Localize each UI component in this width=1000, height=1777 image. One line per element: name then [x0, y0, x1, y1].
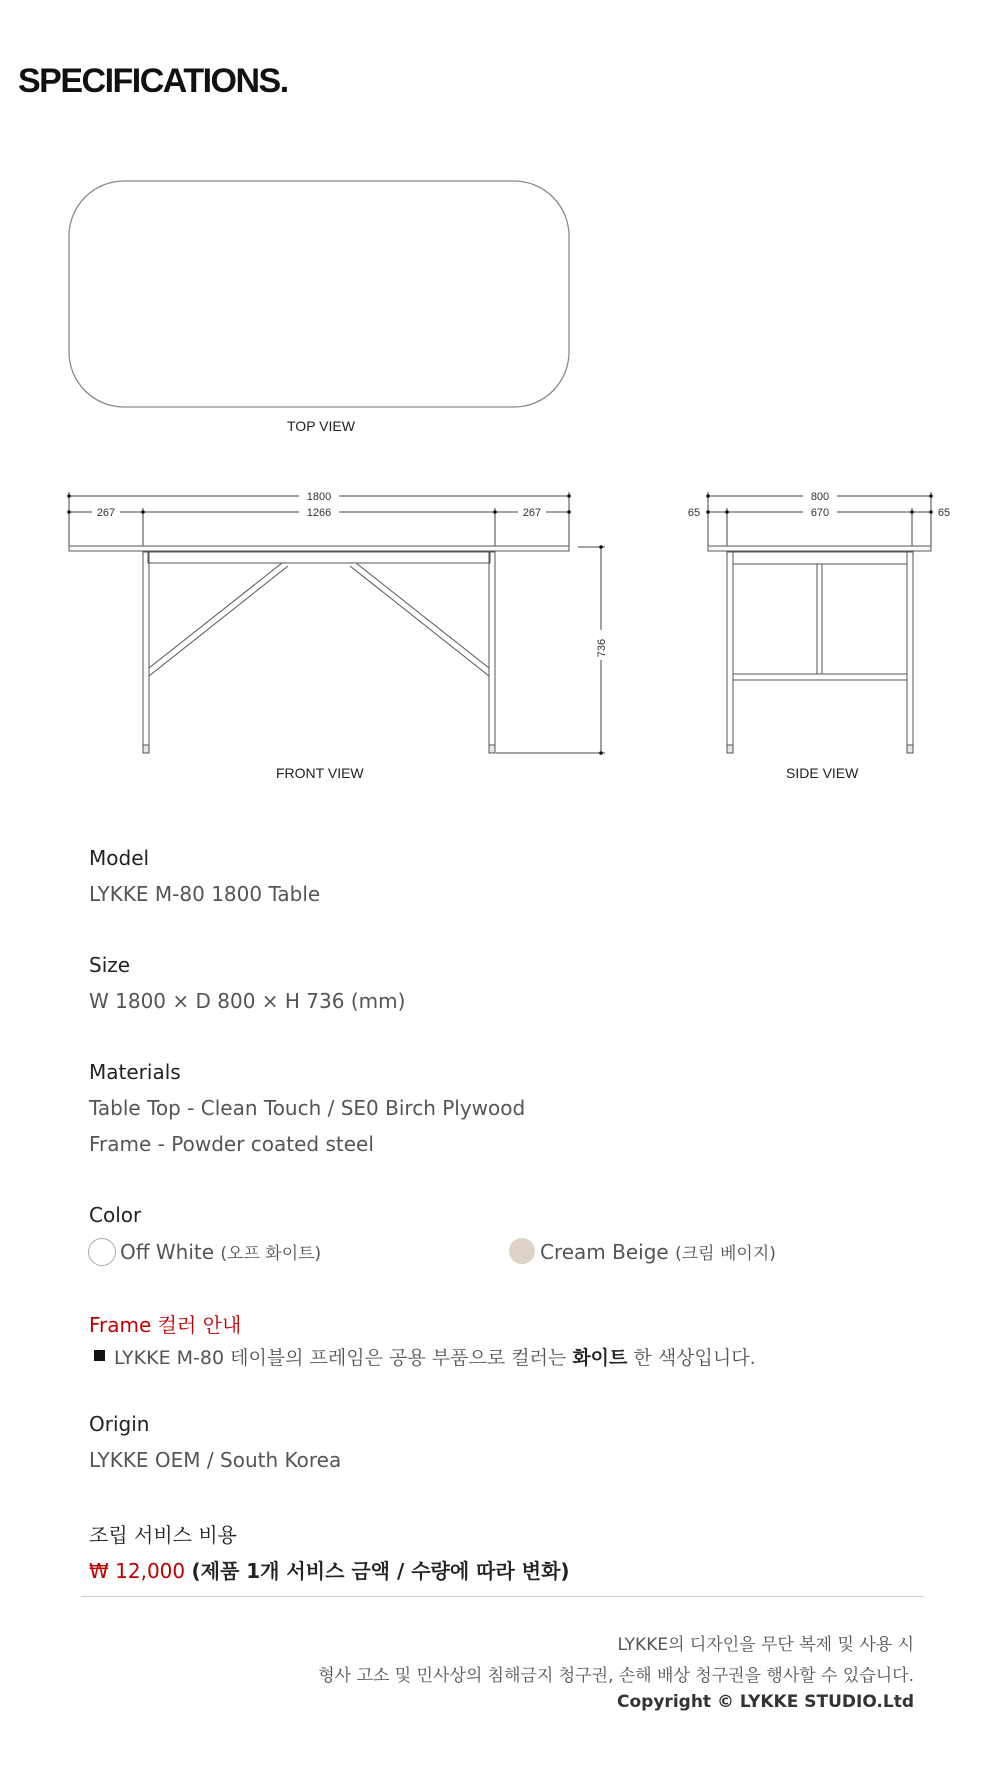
frame-notice-title: Frame 컬러 안내 [89, 1313, 242, 1337]
materials-line1: Table Top - Clean Touch / SE0 Birch Plywood [89, 1096, 526, 1120]
footer-line2: 형사 고소 및 민사상의 침해금지 청구권, 손해 배상 청구권을 행사할 수 있습니다. [318, 1666, 914, 1686]
frame-notice-prefix: LYKKE M-80 테이블의 프레임은 공용 부품으로 컬러는 [114, 1347, 573, 1369]
side-dim-left: 65 [687, 507, 701, 519]
assembly-note: (제품 1개 서비스 금액 / 수량에 따라 변화) [191, 1559, 570, 1583]
off-white-korean: (오프 화이트) [220, 1244, 322, 1264]
assembly-line [89, 1555, 570, 1584]
side-dim-total: 800 [810, 491, 830, 503]
size-value: W 1800 × D 800 × H 736 (mm) [89, 989, 406, 1013]
off-white-swatch [88, 1238, 116, 1266]
side-dim-middle: 670 [810, 507, 830, 519]
side-view-table [708, 546, 931, 753]
color-title: Color [89, 1203, 142, 1227]
front-dim-total: 1800 [306, 491, 332, 503]
page-title: SPECIFICATIONS. [18, 62, 288, 100]
origin-value: LYKKE OEM / South Korea [89, 1448, 342, 1472]
cream-beige-name: Cream Beige [540, 1240, 669, 1264]
color-option-off-white [120, 1239, 321, 1264]
origin-title: Origin [89, 1412, 150, 1436]
front-dim-left: 267 [96, 507, 116, 519]
top-view-label: TOP VIEW [287, 418, 355, 434]
footer-copyright: Copyright © LYKKE STUDIO.Ltd [617, 1692, 914, 1712]
frame-notice-text [114, 1343, 756, 1370]
technical-drawings [0, 0, 1000, 800]
frame-notice-suffix: 한 색상입니다. [627, 1347, 756, 1369]
front-dimension-dots [67, 494, 603, 755]
materials-line2: Frame - Powder coated steel [89, 1132, 374, 1156]
footer-line1: LYKKE의 디자인을 무단 복제 및 사용 시 [617, 1635, 914, 1655]
top-view-outline [69, 181, 569, 407]
front-view-table [69, 546, 569, 753]
front-dim-right: 267 [522, 507, 542, 519]
color-option-cream-beige [540, 1239, 776, 1264]
materials-title: Materials [89, 1060, 181, 1084]
model-title: Model [89, 846, 150, 870]
divider [81, 1596, 924, 1597]
frame-notice-bold: 화이트 [572, 1347, 628, 1369]
side-view-label: SIDE VIEW [786, 765, 859, 781]
assembly-title: 조립 서비스 비용 [89, 1523, 237, 1547]
bullet-square-icon [94, 1350, 105, 1361]
front-dim-height: 736 [596, 638, 608, 658]
size-title: Size [89, 953, 131, 977]
assembly-price: ₩ 12,000 [89, 1559, 186, 1583]
front-dim-middle: 1266 [306, 507, 332, 519]
cream-beige-korean: (크림 베이지) [675, 1244, 776, 1264]
front-view-label: FRONT VIEW [276, 765, 364, 781]
off-white-name: Off White [120, 1240, 215, 1264]
model-value: LYKKE M-80 1800 Table [89, 882, 321, 906]
cream-beige-swatch [509, 1238, 535, 1264]
side-dim-right: 65 [937, 507, 951, 519]
